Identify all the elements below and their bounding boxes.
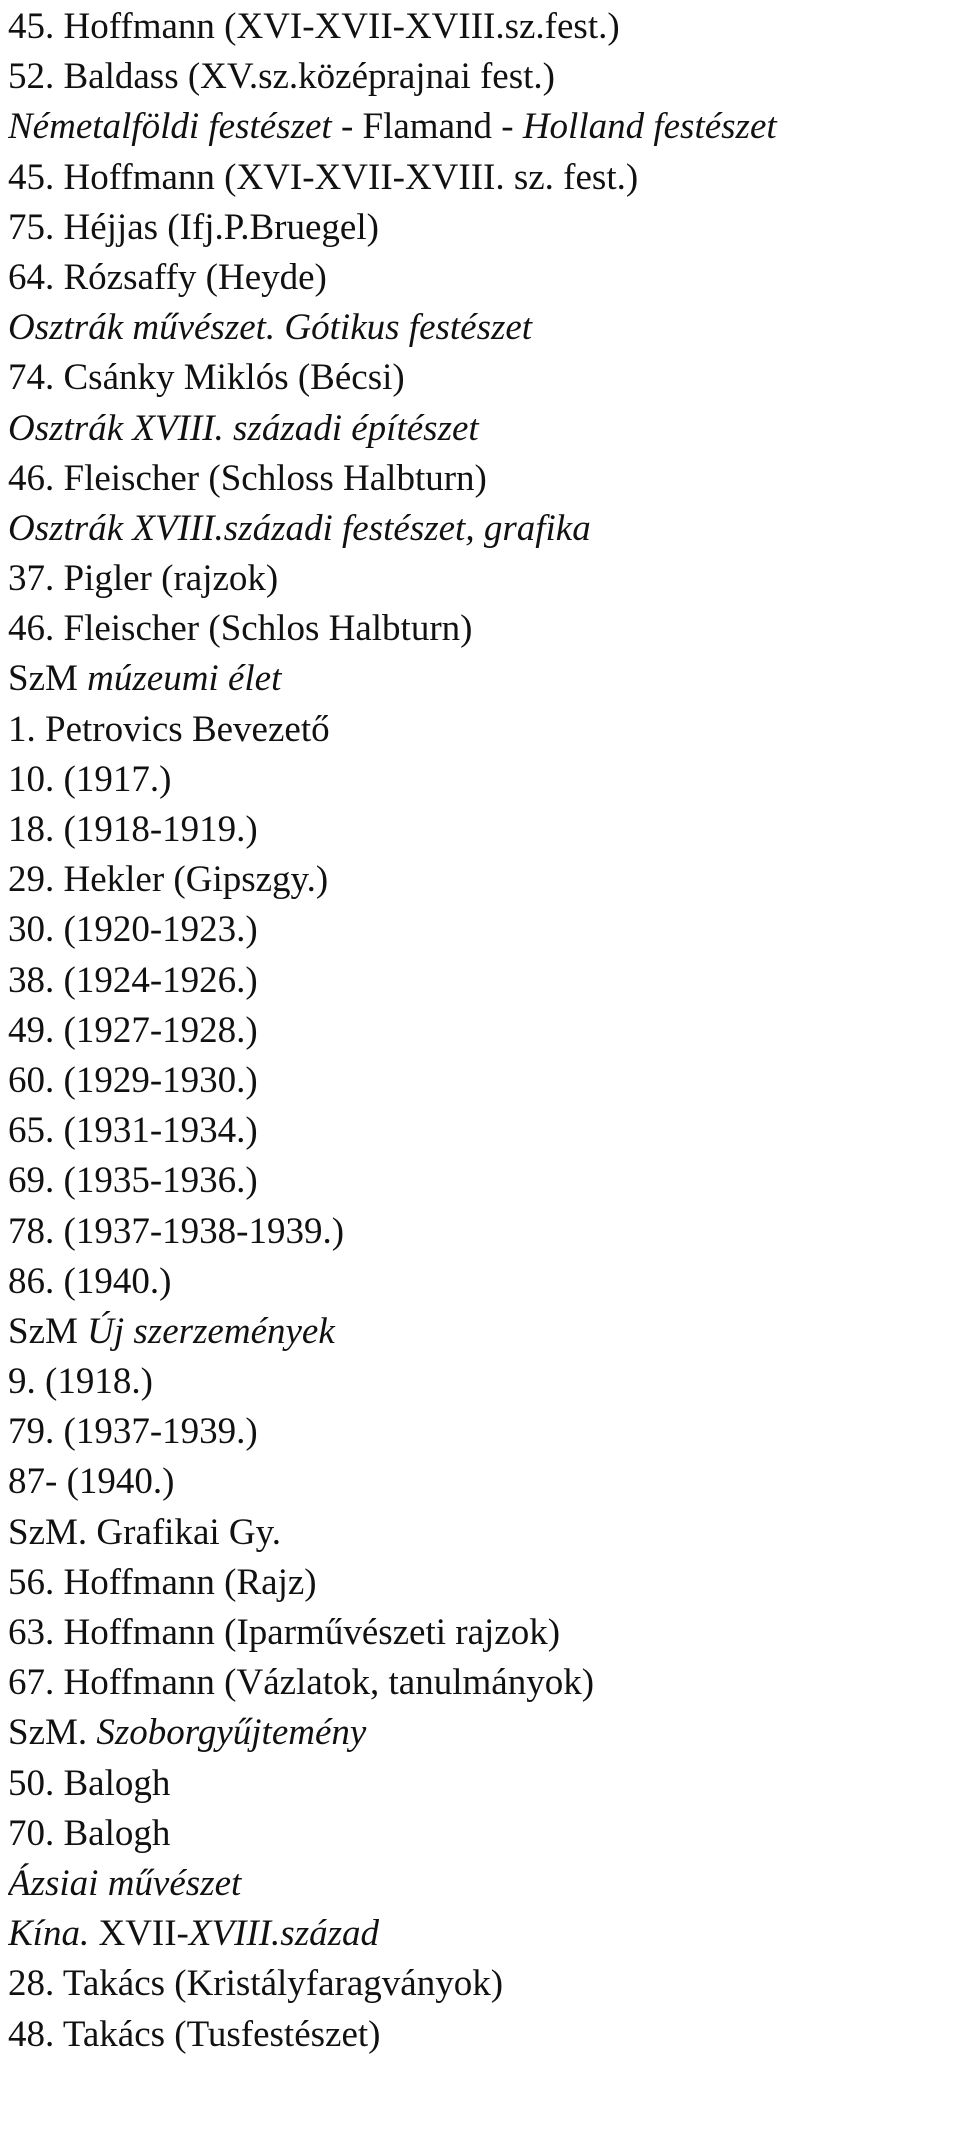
text-line <box>8 755 953 805</box>
text-segment: 69. (1935-1936.) <box>8 1160 258 1202</box>
italic-segment: Ázsiai művészet <box>8 1862 242 1904</box>
italic-segment: Kína. <box>8 1913 90 1955</box>
text-line <box>8 855 953 905</box>
text-line <box>8 1759 953 1809</box>
text-line <box>8 102 953 152</box>
text-segment: 79. (1937-1939.) <box>8 1411 258 1453</box>
text-line <box>8 1407 953 1457</box>
text-line <box>8 1106 953 1156</box>
text-line <box>8 454 953 504</box>
text-line <box>8 705 953 755</box>
text-line <box>8 1508 953 1558</box>
text-segment: SzM <box>8 658 88 700</box>
text-segment: 30. (1920-1923.) <box>8 909 258 951</box>
text-segment: 74. Csánky Miklós (Bécsi) <box>8 357 405 399</box>
text-segment: 50. Balogh <box>8 1762 171 1804</box>
text-line <box>8 303 953 353</box>
text-segment: XVII- <box>89 1913 189 1955</box>
text-line <box>8 153 953 203</box>
text-segment: 60. (1929-1930.) <box>8 1059 258 1101</box>
text-segment: 48. Takács (Tusfestészet) <box>8 2013 381 2055</box>
text-segment: SzM. Grafikai Gy. <box>8 1511 281 1553</box>
italic-segment: Szoborgyűjtemény <box>96 1712 367 1754</box>
text-segment: 52. Baldass (XV.sz.középrajnai fest.) <box>8 56 555 98</box>
document-text-list <box>8 2 953 2060</box>
text-segment: 45. Hoffmann (XVI-XVII-XVIII. sz. fest.) <box>8 156 639 198</box>
text-line <box>8 1257 953 1307</box>
text-line <box>8 654 953 704</box>
text-segment: SzM. <box>8 1712 97 1754</box>
text-segment: 86. (1940.) <box>8 1260 172 1302</box>
text-line <box>8 1156 953 1206</box>
text-segment: 45. Hoffmann (XVI-XVII-XVIII.sz.fest.) <box>8 6 620 47</box>
text-line <box>8 1708 953 1758</box>
italic-segment: Holland festészet <box>522 106 777 148</box>
italic-segment: Új szerzemények <box>87 1310 335 1352</box>
text-segment: 63. Hoffmann (Iparművészeti rajzok) <box>8 1612 561 1653</box>
text-segment: 75. Héjjas (Ifj.P.Bruegel) <box>8 206 379 248</box>
text-segment: 49. (1927-1928.) <box>8 1009 258 1051</box>
text-line <box>8 404 953 454</box>
text-line <box>8 1959 953 2009</box>
text-line <box>8 1608 953 1658</box>
text-line <box>8 604 953 654</box>
italic-segment: Osztrák XVIII.századi festészet, grafika <box>8 507 591 549</box>
text-segment: 37. Pigler (rajzok) <box>8 558 279 600</box>
text-segment: 87- (1940.) <box>8 1461 175 1503</box>
text-line <box>8 1056 953 1106</box>
text-line <box>8 1859 953 1909</box>
text-line <box>8 1909 953 1959</box>
text-segment: 9. (1918.) <box>8 1361 153 1403</box>
text-line <box>8 203 953 253</box>
italic-segment: Németalföldi festészet <box>8 106 332 148</box>
text-line <box>8 1357 953 1407</box>
italic-segment: múzeumi élet <box>87 658 282 700</box>
text-segment: 67. Hoffmann (Vázlatok, tanulmányok) <box>8 1662 595 1704</box>
text-line <box>8 52 953 102</box>
italic-segment: Osztrák XVIII. századi építészet <box>8 407 479 449</box>
italic-segment: Osztrák művészet. Gótikus festészet <box>8 307 533 349</box>
text-segment: 70. Balogh <box>8 1812 171 1854</box>
text-segment: 29. Hekler (Gipszgy.) <box>8 859 329 901</box>
text-segment: 78. (1937-1938-1939.) <box>8 1210 345 1252</box>
text-line <box>8 2010 953 2060</box>
text-segment: 1. Petrovics Bevezető <box>8 708 330 750</box>
text-segment: 10. (1917.) <box>8 758 172 800</box>
text-segment: 38. (1924-1926.) <box>8 959 258 1001</box>
text-line <box>8 1809 953 1859</box>
text-segment: 64. Rózsaffy (Heyde) <box>8 256 327 298</box>
text-line <box>8 1658 953 1708</box>
text-segment: - Flamand - <box>331 106 523 148</box>
text-line <box>8 956 953 1006</box>
text-segment: 28. Takács (Kristályfaragványok) <box>8 1963 504 2005</box>
text-line <box>8 1307 953 1357</box>
text-segment: 65. (1931-1934.) <box>8 1110 258 1152</box>
italic-segment: XVIII.század <box>188 1913 379 1955</box>
text-line <box>8 554 953 604</box>
text-line <box>8 504 953 554</box>
text-line <box>8 1457 953 1507</box>
text-segment: SzM <box>8 1310 88 1352</box>
text-line <box>8 2 953 52</box>
text-line <box>8 253 953 303</box>
text-segment: 46. Fleischer (Schlos Halbturn) <box>8 608 473 650</box>
text-line <box>8 353 953 403</box>
text-segment: 18. (1918-1919.) <box>8 809 258 850</box>
text-line <box>8 805 953 855</box>
text-line <box>8 1558 953 1608</box>
text-line <box>8 905 953 955</box>
text-line <box>8 1006 953 1056</box>
text-segment: 56. Hoffmann (Rajz) <box>8 1561 317 1603</box>
text-segment: 46. Fleischer (Schloss Halbturn) <box>8 457 487 499</box>
text-line <box>8 1207 953 1257</box>
